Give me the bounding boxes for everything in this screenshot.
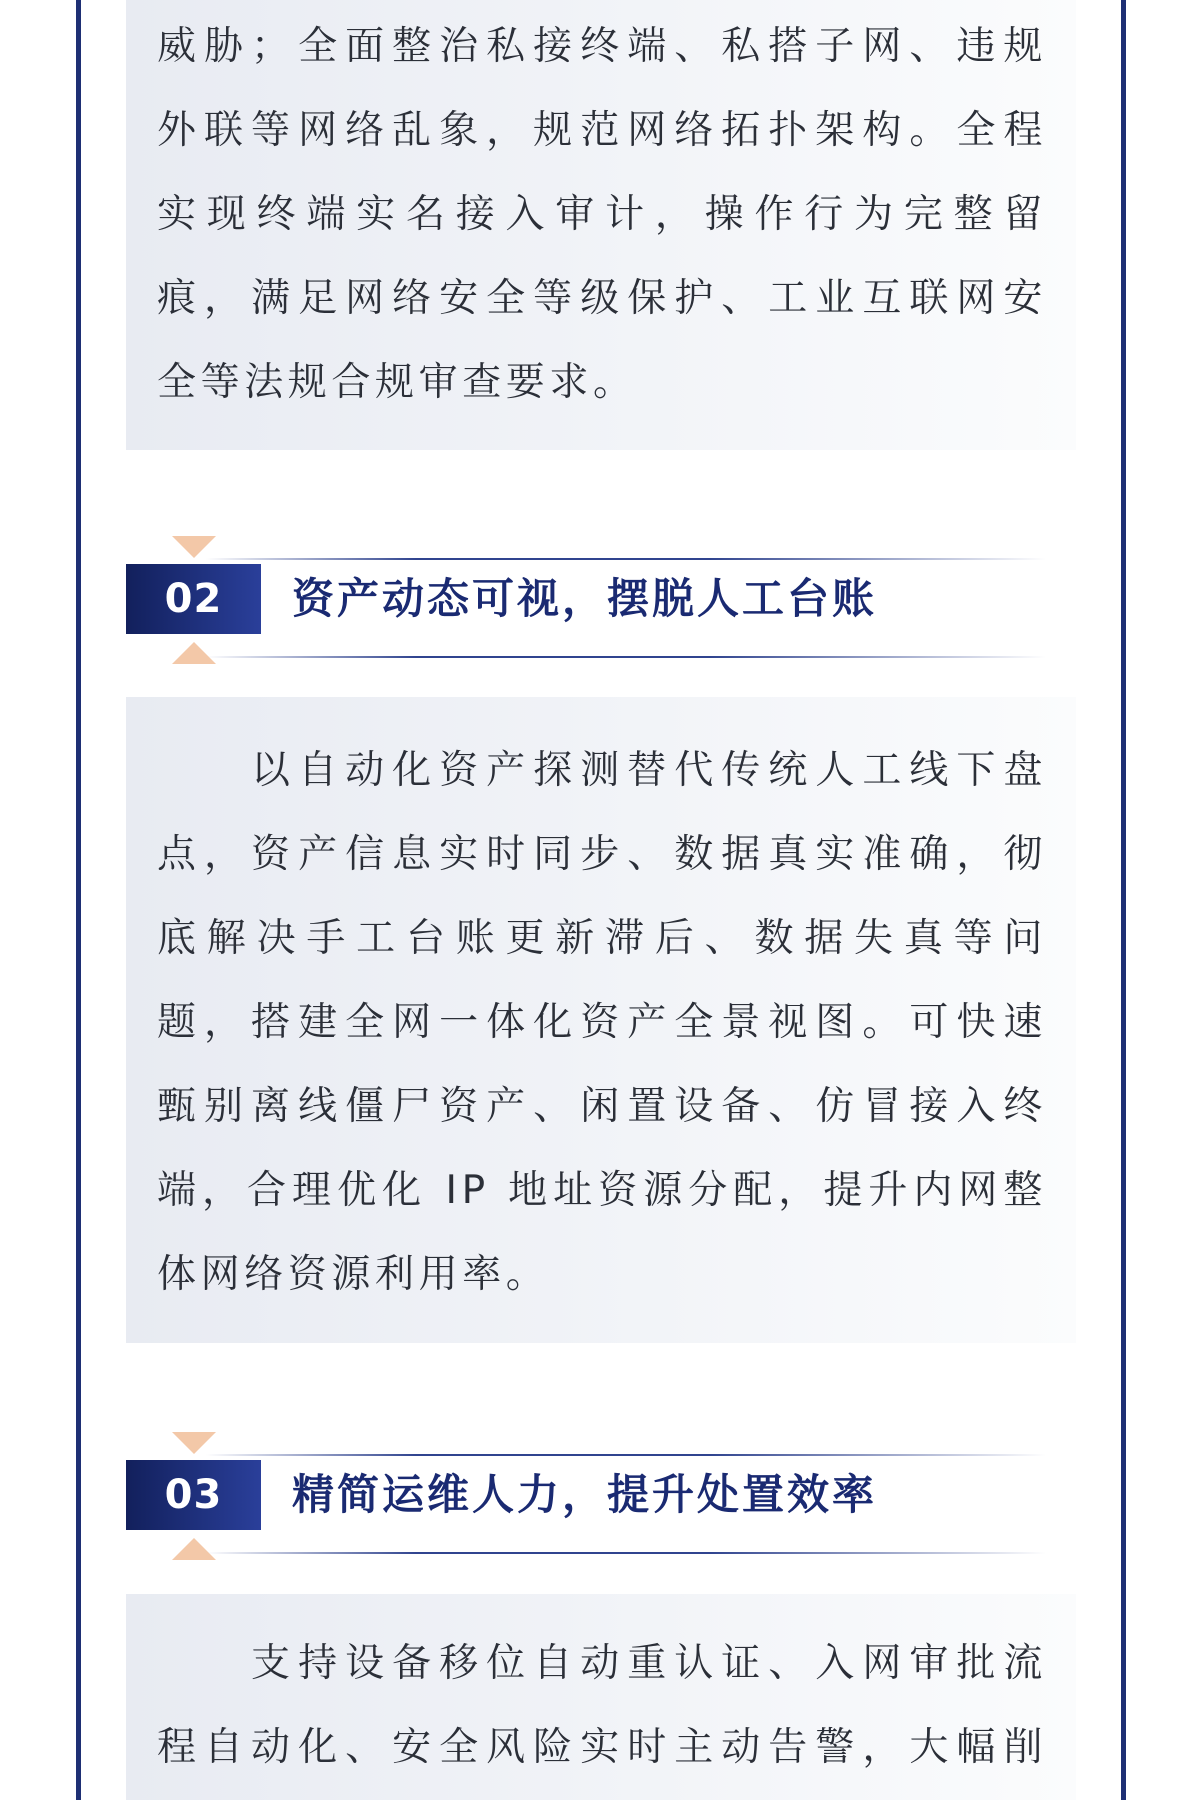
paragraph-3 xyxy=(157,1622,1047,1790)
paragraph-1 xyxy=(157,5,1047,425)
paragraph-line: 外联等网络乱象，规范网络拓扑架构。全程 xyxy=(157,108,1047,153)
paragraph-line: 痕，满足网络安全等级保护、工业互联网安 xyxy=(157,276,1047,321)
text-panel-2 xyxy=(126,697,1076,1343)
paragraph-line: 实现终端实名接入审计，操作行为完整留 xyxy=(157,192,1047,237)
paragraph-line: 全等法规合规审查要求。 xyxy=(157,360,637,405)
section-title: 精简运维人力，提升处置效率 xyxy=(292,1470,878,1519)
paragraph-line: 端，合理优化 IP 地址资源分配，提升内网整 xyxy=(157,1168,1047,1213)
section-number: 02 xyxy=(126,564,261,634)
section-heading-03 xyxy=(126,1432,1076,1542)
paragraph-line: 威胁；全面整治私接终端、私搭子网、违规 xyxy=(157,24,1047,69)
section-heading-02 xyxy=(126,536,1076,646)
triangle-down-icon xyxy=(172,536,216,558)
paragraph-line: 点，资产信息实时同步、数据真实准确，彻 xyxy=(157,832,1047,877)
divider-line xyxy=(206,558,1046,560)
paragraph-line: 支持设备移位自动重认证、入网审批流 xyxy=(157,1641,1047,1686)
triangle-up-icon xyxy=(172,1538,216,1560)
paragraph-line: 底解决手工台账更新滞后、数据失真等问 xyxy=(157,916,1047,961)
text-panel-3 xyxy=(126,1594,1076,1800)
paragraph-line: 程自动化、安全风险实时主动告警，大幅削 xyxy=(157,1725,1047,1770)
triangle-down-icon xyxy=(172,1432,216,1454)
divider-line xyxy=(206,1454,1046,1456)
text-panel-1 xyxy=(126,0,1076,450)
divider-line xyxy=(206,656,1046,658)
paragraph-line: 甄别离线僵尸资产、闲置设备、仿冒接入终 xyxy=(157,1084,1047,1129)
divider-line xyxy=(206,1552,1046,1554)
paragraph-line: 题，搭建全网一体化资产全景视图。可快速 xyxy=(157,1000,1047,1045)
triangle-up-icon xyxy=(172,642,216,664)
section-title: 资产动态可视，摆脱人工台账 xyxy=(292,574,878,623)
paragraph-line: 体网络资源利用率。 xyxy=(157,1252,550,1297)
paragraph-2 xyxy=(157,729,1047,1317)
paragraph-line: 以自动化资产探测替代传统人工线下盘 xyxy=(157,748,1047,793)
section-number: 03 xyxy=(126,1460,261,1530)
